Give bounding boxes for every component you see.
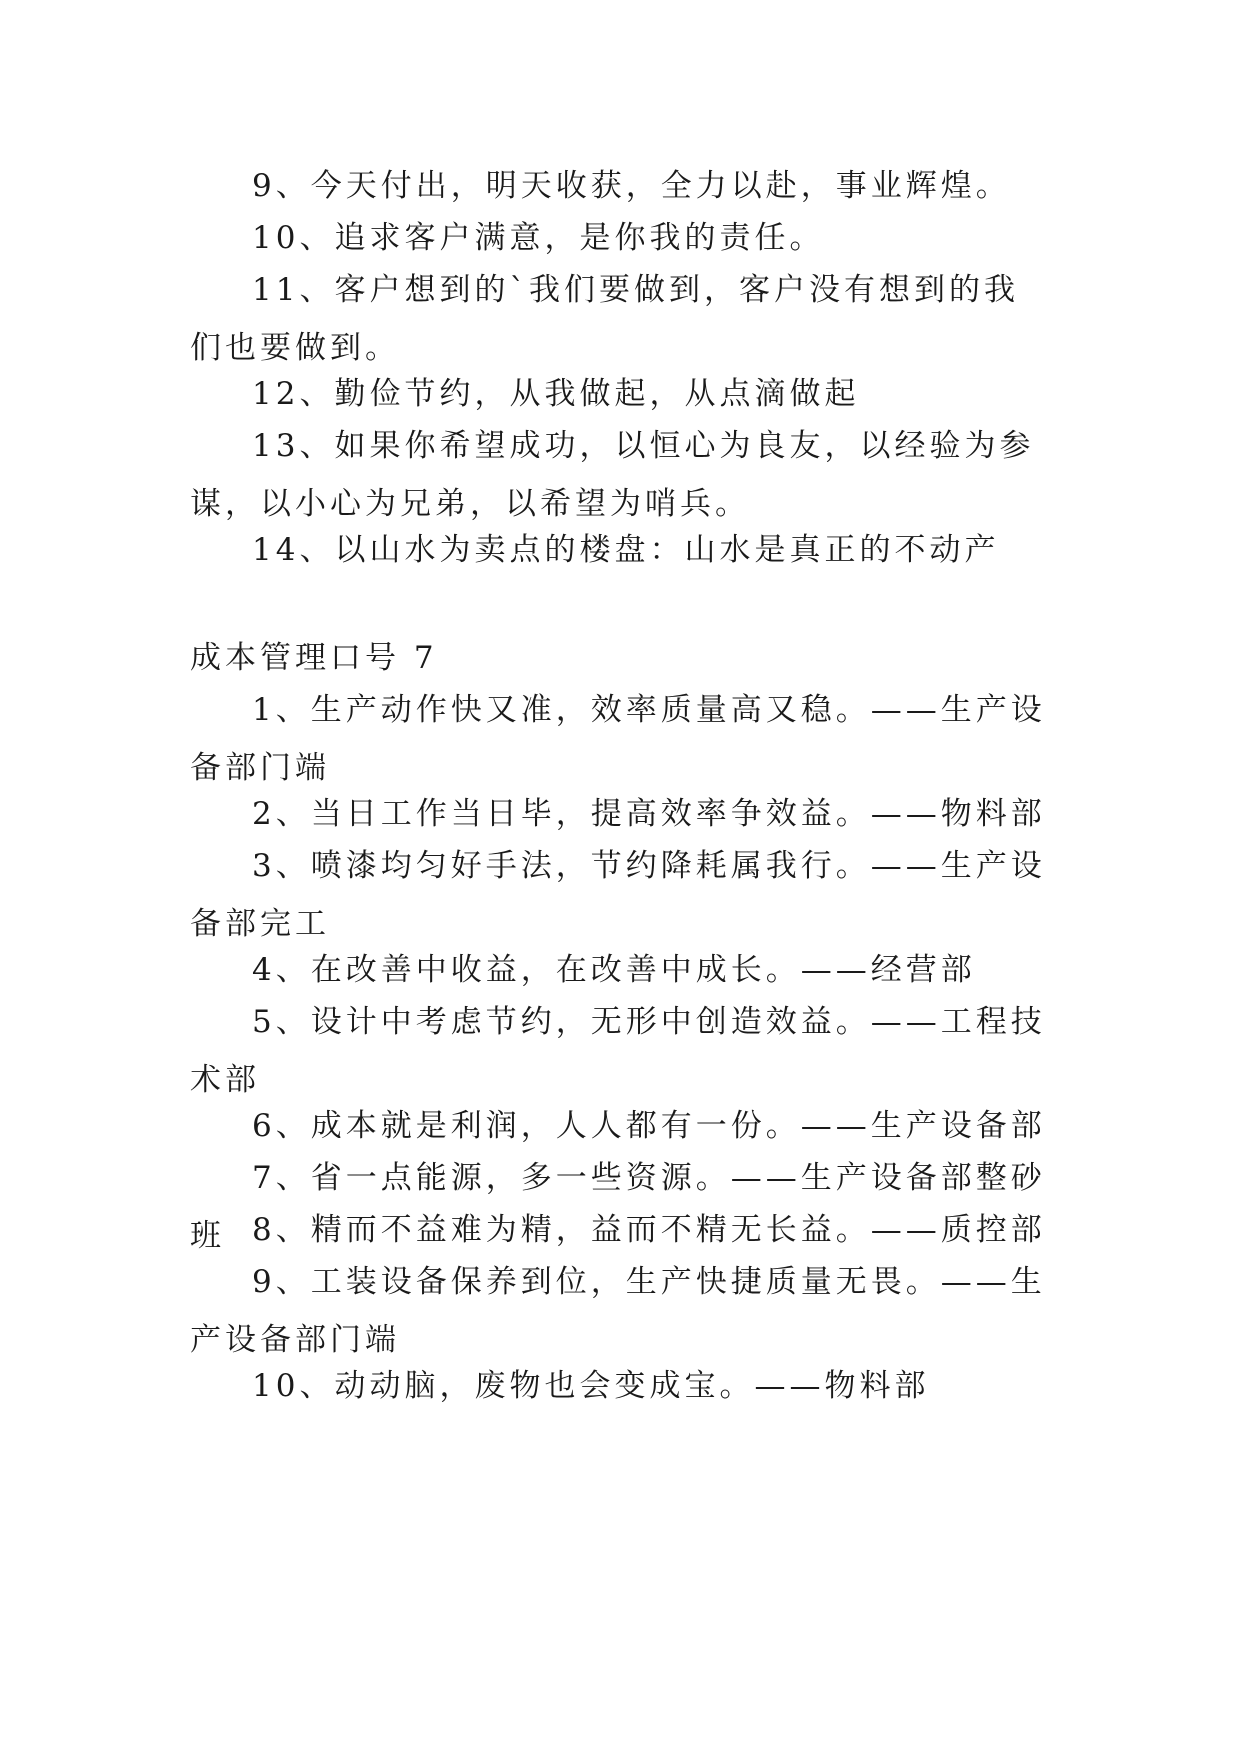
slogan-item: 14、以山水为卖点的楼盘：山水是真正的不动产 xyxy=(252,532,1000,568)
slogan-item: 10、追求客户满意，是你我的责任。 xyxy=(252,220,825,256)
slogan-item: 13、如果你希望成功，以恒心为良友，以经验为参谋，以小心为兄弟，以希望为哨兵。 xyxy=(190,428,1035,522)
slogan-item: 9、工装设备保养到位，生产快捷质量无畏。——生产设备部门端 xyxy=(190,1264,1046,1358)
slogan-item: 10、动动脑，废物也会变成宝。——物料部 xyxy=(252,1368,930,1404)
slogan-item: 4、在改善中收益，在改善中成长。——经营部 xyxy=(252,952,976,988)
slogan-item: 1、生产动作快又准，效率质量高又稳。——生产设备部门端 xyxy=(190,692,1046,786)
slogan-item: 6、成本就是利润，人人都有一份。——生产设备部 xyxy=(252,1108,1046,1144)
slogan-item: 12、勤俭节约，从我做起，从点滴做起 xyxy=(252,376,860,412)
slogan-item: 7、省一点能源，多一些资源。——生产设备部整砂班 xyxy=(190,1160,1046,1254)
slogan-item: 9、今天付出，明天收获，全力以赴，事业辉煌。 xyxy=(252,168,1011,204)
slogan-item: 11、客户想到的`我们要做到，客户没有想到的我们也要做到。 xyxy=(190,272,1019,366)
slogan-item: 8、精而不益难为精，益而不精无长益。——质控部 xyxy=(252,1212,1046,1248)
slogan-item: 2、当日工作当日毕，提高效率争效益。——物料部 xyxy=(252,796,1046,832)
section-heading: 成本管理口号 7 xyxy=(190,640,438,676)
slogan-item: 3、喷漆均匀好手法，节约降耗属我行。——生产设备部完工 xyxy=(190,848,1046,942)
slogan-item: 5、设计中考虑节约，无形中创造效益。——工程技术部 xyxy=(190,1004,1046,1098)
